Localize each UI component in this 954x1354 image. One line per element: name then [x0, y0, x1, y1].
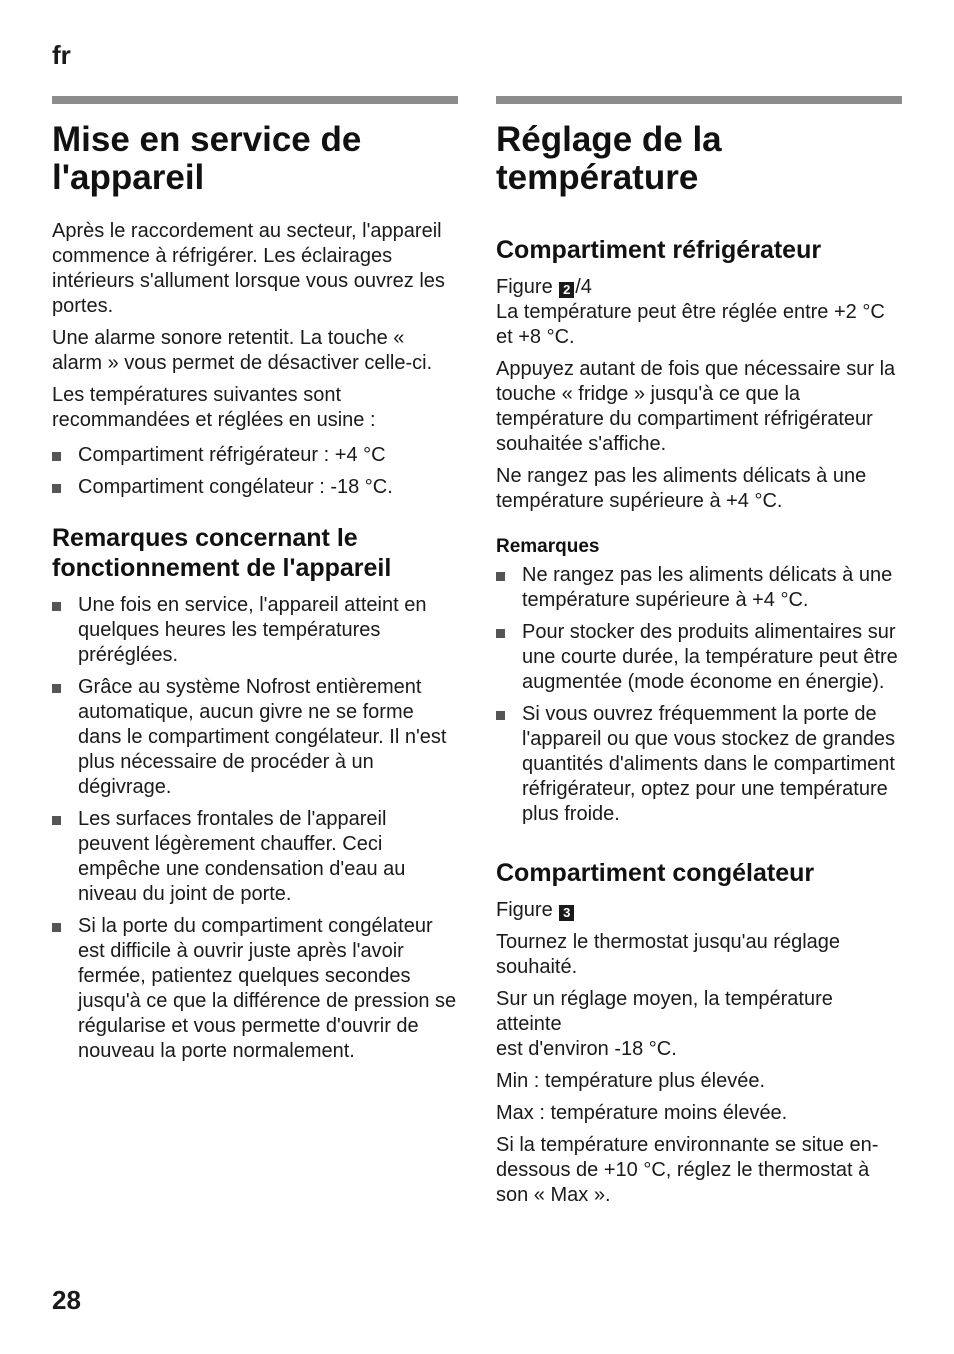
- freezer-paragraph: Si la température environnante se situe en-dessous de +10 °C, réglez le thermostat à son « Max ».: [496, 1134, 879, 1206]
- bullet-icon: [52, 816, 61, 825]
- alarm-paragraph: Une alarme sonore retentit. La touche « alarm » vous permet de désactiver celle-ci.: [52, 327, 433, 374]
- bullet-icon: [52, 923, 61, 932]
- intro-paragraph: Après le raccordement au secteur, l'appareil commence à réfrigérer. Les éclairages intérieurs s'allument lorsque vous ouvrez les portes.: [52, 220, 445, 317]
- list-item: Une fois en service, l'appareil atteint en quelques heures les températures préréglées.: [52, 593, 458, 668]
- fridge-figure-ref: Figure 2 /4: [496, 276, 592, 298]
- freezer-paragraph: est d'environ -18 °C.: [496, 1038, 677, 1060]
- list-item: Si la porte du compartiment congélateur est difficile à ouvrir juste après l'avoir fermée, patientez quelques secondes jusqu'à ce que la différence de pression se régularise et vous permette d'ouvrir de nouveau la porte normalement.: [52, 914, 458, 1064]
- section-title-reglage: Réglage de la température: [496, 120, 722, 197]
- list-item: Si vous ouvrez fréquemment la porte de l'appareil ou que vous stockez de grandes quantités d'aliments dans le compartiment réfrigérateur, optez pour une température plus froide.: [496, 702, 902, 827]
- recommended-settings-list: [52, 443, 458, 500]
- list-item: Compartiment réfrigérateur : +4 °C: [52, 443, 458, 468]
- section-rule: [52, 96, 458, 104]
- fridge-heading: Compartiment réfrigérateur: [496, 236, 822, 264]
- recommended-paragraph: Les températures suivantes sont recommandées et réglées en usine :: [52, 384, 376, 431]
- left-column: [52, 96, 458, 1071]
- bullet-icon: [52, 452, 61, 461]
- fridge-range-paragraph: La température peut être réglée entre +2 °C et +8 °C.: [496, 301, 885, 348]
- freezer-paragraph: Tournez le thermostat jusqu'au réglage souhaité.: [496, 931, 841, 978]
- list-item: Ne rangez pas les aliments délicats à une température supérieure à +4 °C.: [496, 563, 902, 613]
- right-column: [496, 96, 902, 1215]
- page-number: 28: [52, 1285, 81, 1315]
- notes-list: [52, 593, 458, 1064]
- list-item: Les surfaces frontales de l'appareil peuvent légèrement chauffer. Ceci empêche une condensation d'eau au niveau du joint de porte.: [52, 807, 458, 907]
- freezer-paragraph: Max : température moins élevée.: [496, 1102, 788, 1124]
- notes-heading: Remarques concernant le fonctionnement de l'appareil: [52, 524, 392, 582]
- list-item: Pour stocker des produits alimentaires sur une courte durée, la température peut être augmentée (mode économe en énergie).: [496, 620, 902, 695]
- freezer-figure-ref: Figure 3: [496, 898, 902, 923]
- bullet-icon: [52, 602, 61, 611]
- list-item: Compartiment congélateur : -18 °C.: [52, 475, 458, 500]
- section-title-mise-en-service: Mise en service de l'appareil: [52, 120, 362, 197]
- bullet-icon: [496, 629, 505, 638]
- freezer-heading: Compartiment congélateur: [496, 859, 815, 887]
- fridge-paragraph: Appuyez autant de fois que nécessaire sur la touche « fridge » jusqu'à ce que la température du compartiment réfrigérateur souhaitée s'affiche.: [496, 358, 896, 455]
- bullet-icon: [496, 572, 505, 581]
- language-label: fr: [52, 40, 71, 70]
- freezer-paragraph: Sur un réglage moyen, la température atteinte: [496, 988, 833, 1035]
- remarks-heading: Remarques: [496, 536, 600, 557]
- fridge-paragraph: Ne rangez pas les aliments délicats à une température supérieure à +4 °C.: [496, 465, 867, 512]
- figure-number-badge: 2: [559, 282, 574, 298]
- bullet-icon: [52, 684, 61, 693]
- figure-number-badge: 3: [559, 905, 574, 921]
- section-rule: [496, 96, 902, 104]
- remarks-list: [496, 563, 902, 827]
- freezer-paragraph: Min : température plus élevée.: [496, 1070, 766, 1092]
- bullet-icon: [52, 484, 61, 493]
- bullet-icon: [496, 711, 505, 720]
- list-item: Grâce au système Nofrost entièrement automatique, aucun givre ne se forme dans le compartiment congélateur. Il n'est plus nécessaire de procéder à un dégivrage.: [52, 675, 458, 800]
